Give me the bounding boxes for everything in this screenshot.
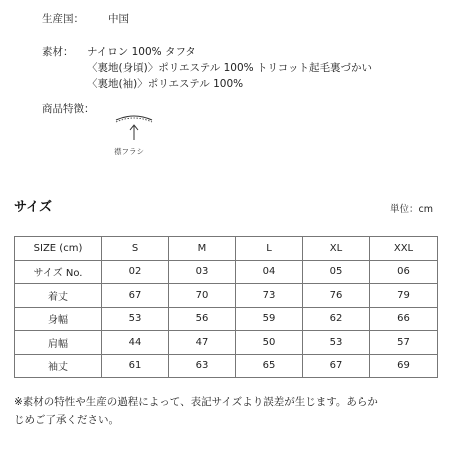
feature-caption: 襟フラシ (114, 147, 144, 156)
table-cell: 65 (236, 354, 303, 378)
table-cell: 70 (169, 284, 236, 308)
table-cell: 66 (370, 307, 438, 331)
table-cell: 61 (102, 354, 169, 378)
table-cell: 56 (169, 307, 236, 331)
size-note (14, 393, 454, 429)
table-cell: 53 (102, 307, 169, 331)
table-row (15, 284, 438, 308)
origin-value: 中国 (108, 13, 129, 25)
row-label: 身幅 (15, 307, 102, 331)
header-cell: SIZE (cm) (15, 237, 102, 261)
row-label: 着丈 (15, 284, 102, 308)
table-cell: 73 (236, 284, 303, 308)
row-label: 肩幅 (15, 331, 102, 355)
table-cell: 62 (303, 307, 370, 331)
table-cell: 76 (303, 284, 370, 308)
table-cell: 53 (303, 331, 370, 355)
table-row (15, 307, 438, 331)
table-cell: 03 (169, 260, 236, 284)
table-cell: 59 (236, 307, 303, 331)
row-label: サイズ No. (15, 260, 102, 284)
material-line-1: ナイロン 100% タフタ (87, 46, 196, 58)
table-cell: 50 (236, 331, 303, 355)
table-cell: 63 (169, 354, 236, 378)
table-row (15, 354, 438, 378)
features-label: 商品特徴： (42, 103, 95, 115)
table-cell: 67 (102, 284, 169, 308)
note-line-2: じめご了承ください。 (14, 414, 119, 426)
table-cell: 05 (303, 260, 370, 284)
size-table (14, 236, 438, 378)
table-cell: 04 (236, 260, 303, 284)
table-row (15, 331, 438, 355)
table-cell: 57 (370, 331, 438, 355)
header-cell: M (169, 237, 236, 261)
table-cell: 44 (102, 331, 169, 355)
row-label: 袖丈 (15, 354, 102, 378)
table-cell: 02 (102, 260, 169, 284)
unit-label: 単位：cm (390, 204, 433, 215)
header-cell: XXL (370, 237, 438, 261)
material-line-2: 〈裏地(身頃)〉ポリエステル 100% トリコット起毛裏づかい (87, 62, 373, 74)
material-line-3: 〈裏地(袖)〉ポリエステル 100% (87, 78, 244, 90)
size-section-title: サイズ (14, 200, 52, 215)
size-table-header (15, 237, 438, 261)
table-cell: 06 (370, 260, 438, 284)
brush-collar-icon (112, 110, 156, 144)
table-cell: 79 (370, 284, 438, 308)
table-cell: 47 (169, 331, 236, 355)
table-row (15, 260, 438, 284)
header-cell: L (236, 237, 303, 261)
note-line-1: ※素材の特性や生産の過程によって、表記サイズより誤差が生じます。あらか (14, 396, 378, 408)
table-cell: 69 (370, 354, 438, 378)
table-cell: 67 (303, 354, 370, 378)
origin-label: 生産国： (42, 13, 84, 25)
header-cell: S (102, 237, 169, 261)
material-label: 素材： (42, 46, 74, 58)
header-cell: XL (303, 237, 370, 261)
